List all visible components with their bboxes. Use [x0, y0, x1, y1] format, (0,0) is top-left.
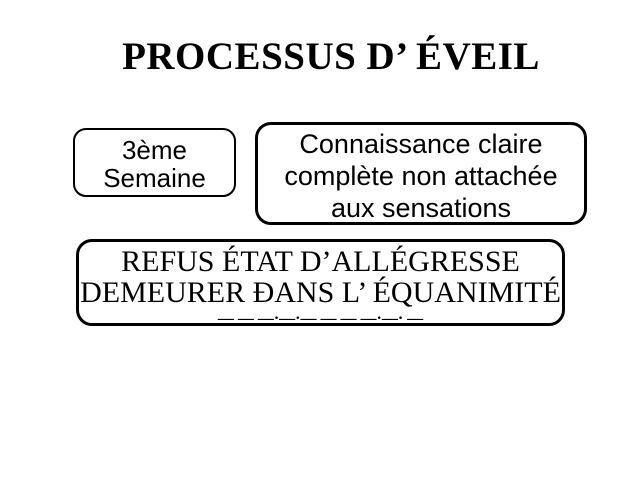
knowledge-box-line-1: Connaissance claire [299, 129, 543, 159]
clipped-text-marks-glyphs: — — —·—·— — — —·—· — [217, 310, 424, 327]
knowledge-box [255, 122, 587, 225]
week-box-line-1: 3ème [121, 135, 188, 165]
clipped-text-marks [79, 310, 562, 327]
refusal-box [76, 239, 565, 326]
refusal-box-line-2: DEMEURER ĐANS L’ ÉQUANIMITÉ [80, 276, 561, 309]
knowledge-box-line-2: complète non attachée [284, 161, 558, 191]
refusal-box-line-1: REFUS ÉTAT D’ALLÉGRESSE [121, 245, 520, 278]
slide-title: PROCESSUS D’ ÉVEIL [122, 35, 540, 78]
week-box [73, 128, 236, 197]
knowledge-box-line-3: aux sensations [330, 193, 512, 223]
week-box-line-2: Semaine [103, 163, 206, 193]
